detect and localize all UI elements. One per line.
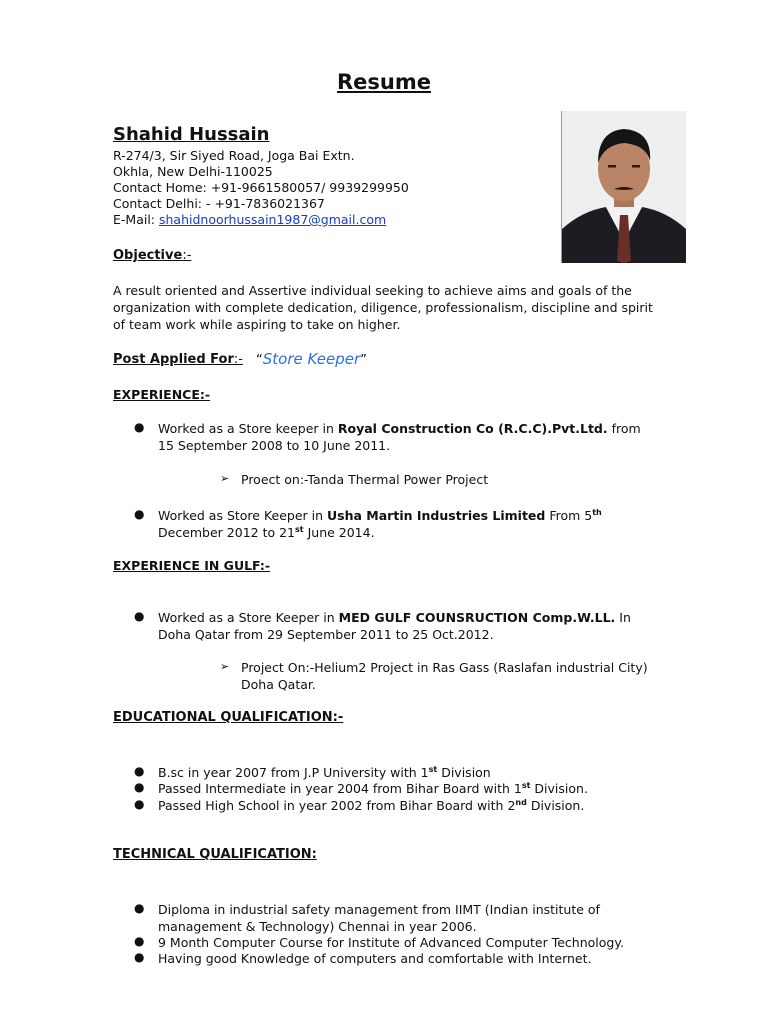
email-label: E-Mail: <box>113 212 159 227</box>
experience-item-1-company: Royal Construction Co (R.C.C).Pvt.Ltd. <box>337 421 608 436</box>
post-applied-value-row <box>256 350 367 368</box>
education-item-3-text: Passed High School in year 2002 from Bihar Board with 2 <box>158 798 516 813</box>
arrow-right-icon: ➢ <box>220 660 230 673</box>
experience-gulf-item-1-company: MED GULF COUNSRUCTION Comp.W.LL. <box>338 610 616 625</box>
education-item-2-end: Division. <box>530 781 588 796</box>
objective-heading-label: Objective <box>113 248 183 263</box>
post-applied-heading <box>113 352 243 367</box>
education-item-1-text: B.sc in year 2007 from J.P University with 1 <box>158 765 429 780</box>
post-applied-suffix: :- <box>233 352 243 367</box>
bullet-icon: ● <box>134 420 145 434</box>
education-heading: EDUCATIONAL QUALIFICATION:- <box>113 710 344 725</box>
education-item-2-text: Passed Intermediate in year 2004 from Bihar Board with 1 <box>158 781 522 796</box>
bullet-icon: ● <box>134 934 145 948</box>
profile-photo <box>561 111 686 263</box>
experience-item-2-company: Usha Martin Industries Limited <box>327 508 546 523</box>
experience-gulf-heading: EXPERIENCE IN GULF:- <box>113 558 271 573</box>
technical-heading <box>113 847 317 862</box>
bullet-icon: ● <box>134 950 145 964</box>
experience-item-1 <box>158 420 658 454</box>
bullet-icon: ● <box>134 764 145 778</box>
technical-item-2: 9 Month Computer Course for Institute of Advanced Computer Technology. <box>158 935 624 950</box>
address-line-2: Okhla, New Delhi-110025 <box>113 164 273 179</box>
person-photo-image <box>562 111 686 263</box>
bullet-icon: ● <box>134 797 145 811</box>
address-line-1: R-274/3, Sir Siyed Road, Joga Bai Extn. <box>113 148 355 163</box>
education-item-3-sup: nd <box>515 798 527 807</box>
candidate-name: Shahid Hussain <box>113 124 270 145</box>
bullet-icon: ● <box>134 609 145 623</box>
experience-item-2-from: From 5 <box>545 508 593 523</box>
post-applied-value: Store Keeper <box>262 350 361 368</box>
experience-item-1-post: from 15 September 2008 to 10 June 2011. <box>158 421 641 453</box>
experience-item-1-project: Proect on:-Tanda Thermal Power Project <box>241 472 489 487</box>
education-item-2 <box>158 780 588 797</box>
technical-heading-suffix: : <box>311 847 317 862</box>
experience-gulf-item-1-project: Project On:-Helium2 Project in Ras Gass (Raslafan industrial City) Doha Qatar. <box>241 660 648 692</box>
education-item-1-end: Division <box>437 765 491 780</box>
contact-delhi: Contact Delhi: - +91-7836021367 <box>113 196 325 211</box>
education-item-3 <box>158 797 584 814</box>
experience-item-2-mid: December 2012 to 21 <box>158 525 296 540</box>
contact-home: Contact Home: +91-9661580057/ 9939299950 <box>113 180 409 195</box>
experience-item-1-pre: Worked as a Store keeper in <box>158 421 338 436</box>
experience-item-2-to-sup: st <box>295 525 304 534</box>
bullet-icon: ● <box>134 780 145 794</box>
technical-heading-label: TECHNICAL QUALIFICATION <box>113 847 312 862</box>
arrow-right-icon: ➢ <box>220 472 230 485</box>
open-quote: “ <box>256 353 263 368</box>
objective-heading-suffix: :- <box>182 248 192 263</box>
experience-gulf-item-1-post: In Doha Qatar from 29 September 2011 to 25 Oct.2012. <box>158 610 631 642</box>
post-applied-label: Post Applied For <box>113 352 234 367</box>
education-item-3-end: Division. <box>526 798 585 813</box>
bullet-icon: ● <box>134 507 145 521</box>
experience-gulf-item-1-pre: Worked as a Store Keeper in <box>158 610 339 625</box>
technical-item-3: Having good Knowledge of computers and comfortable with Internet. <box>158 951 592 966</box>
close-quote: ” <box>360 353 367 368</box>
bullet-icon: ● <box>134 901 145 915</box>
email-row <box>113 211 386 228</box>
education-item-2-sup: st <box>521 781 531 790</box>
experience-item-2-from-sup: th <box>592 508 602 517</box>
education-item-1 <box>158 764 491 781</box>
experience-heading: EXPERIENCE:- <box>113 387 211 402</box>
education-item-1-sup: st <box>428 765 438 774</box>
document-title: Resume <box>337 70 431 94</box>
experience-item-2-pre: Worked as Store Keeper in <box>158 508 328 523</box>
experience-item-2-end: June 2014. <box>303 525 375 540</box>
technical-item-1: Diploma in industrial safety management from IIMT (Indian institute of management & Technology) Chennai in year 2006. <box>158 902 600 934</box>
experience-gulf-item-1 <box>158 609 658 643</box>
objective-text: A result oriented and Assertive individual seeking to achieve aims and goals of the organization with complete dedication, diligence, professionalism, discipline and spirit of team work while aspiring to take on higher. <box>113 283 653 332</box>
objective-heading <box>113 248 191 263</box>
email-link[interactable]: shahidnoorhussain1987@gmail.com <box>158 212 387 227</box>
experience-item-2 <box>158 507 658 541</box>
